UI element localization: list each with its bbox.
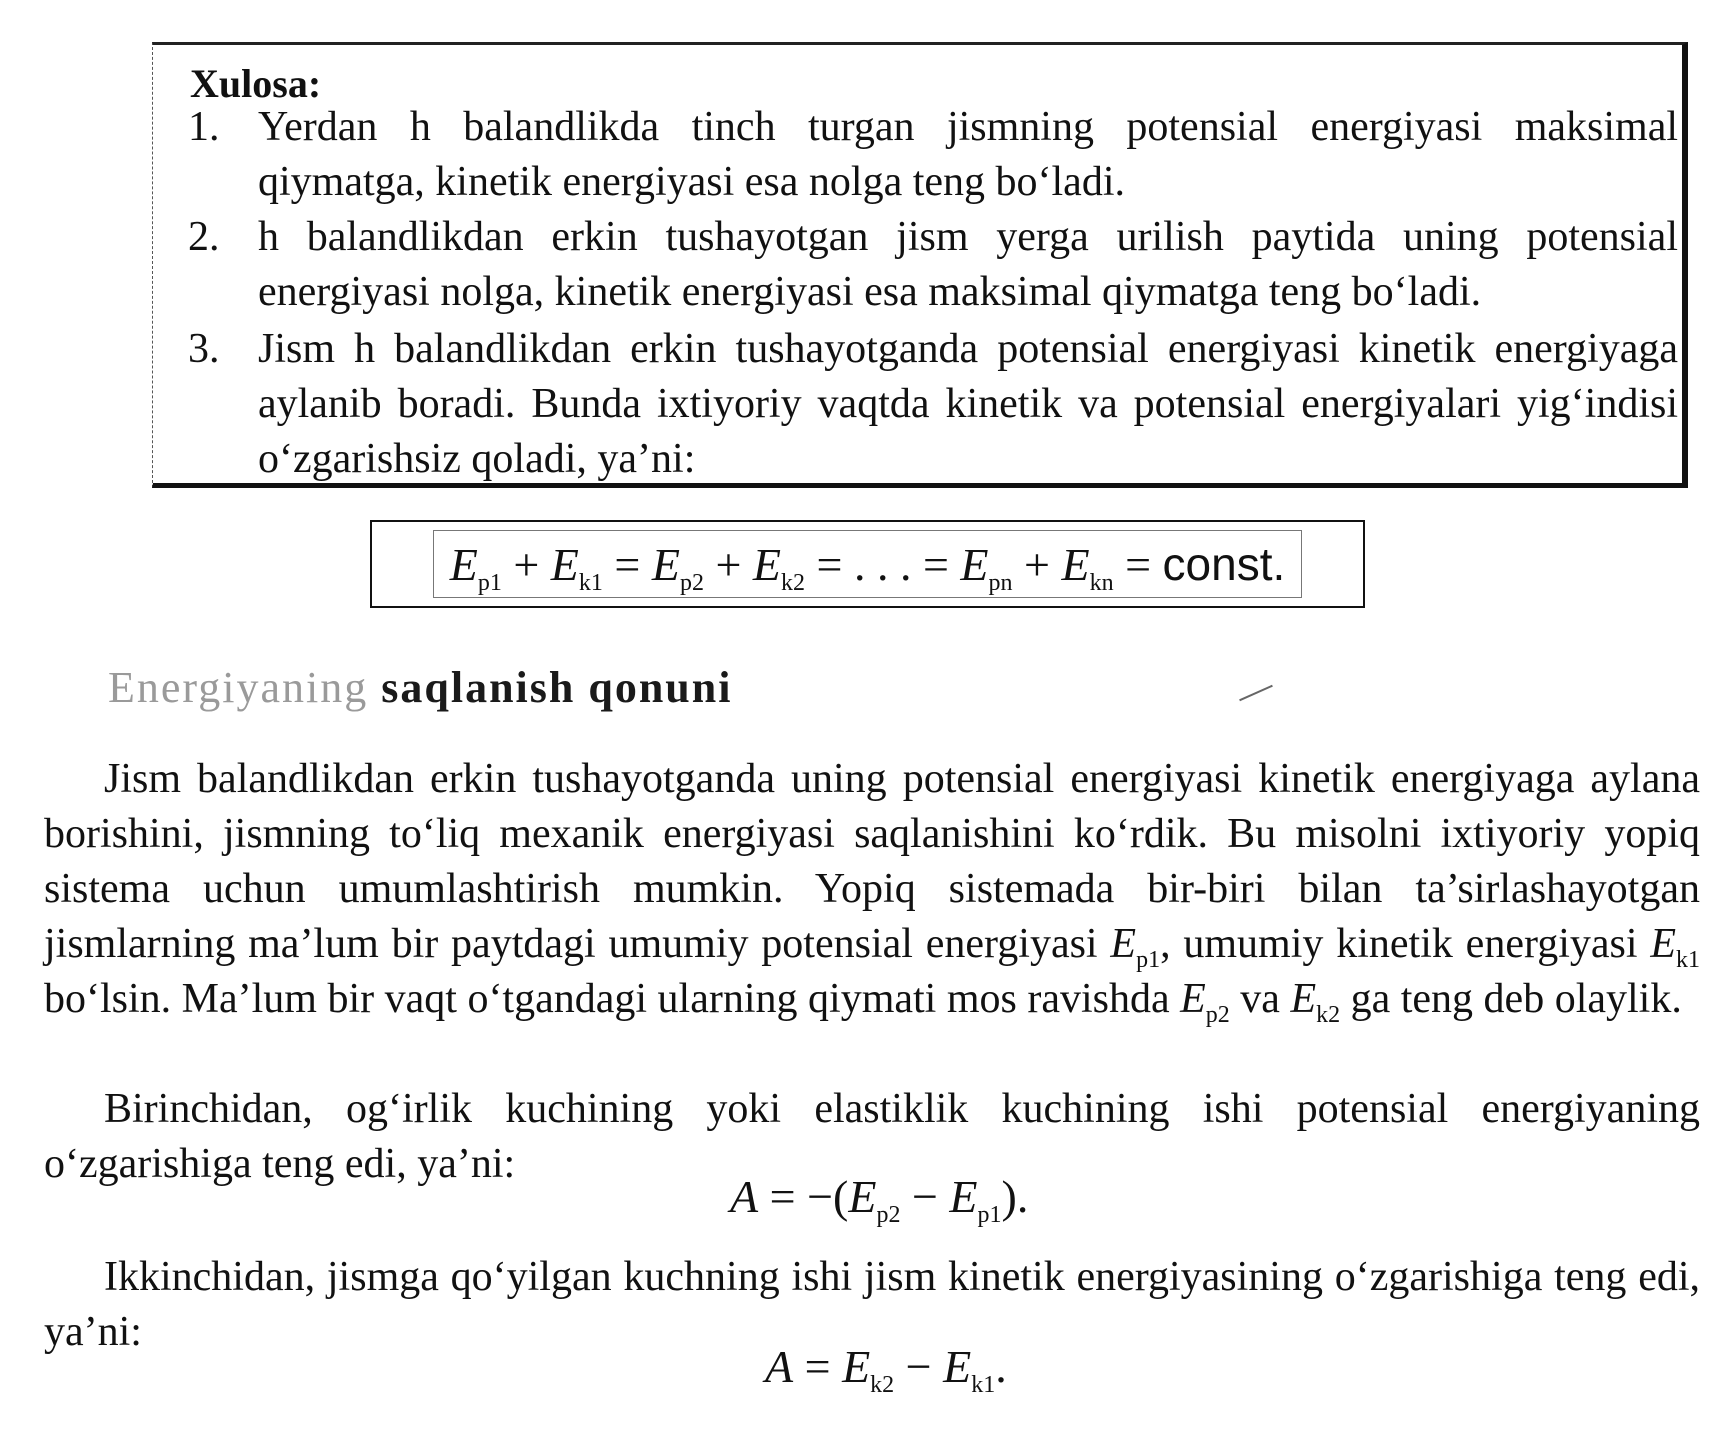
item-number: 2. <box>188 214 220 260</box>
equation-content: $E_{p1} + E_{k1} = E_{p2} + E_{k2}$ = . . . = $E_{pn} + E_{kn}$ = const. <box>440 537 1296 591</box>
formula-kinetic: $A = E_{k2} - E_{k1}$. <box>765 1341 1007 1398</box>
item-text: Yerdan h balandlikda tinch turgan jismning potensial energiyasi maksimal qiymatga, kinetik energiyasi esa nolga teng bo‘ladi. <box>258 104 1678 205</box>
item-number: 1. <box>188 104 220 150</box>
paragraph-3: Ikkinchidan, jismga qo‘yilgan kuchning ishi jism kinetik energiyasining o‘zgarishiga teng edi, ya’ni: <box>44 1254 1700 1355</box>
stray-mark <box>1239 685 1273 701</box>
item-number: 3. <box>188 326 220 372</box>
item-text: Jism h balandlikdan erkin tushayotganda potensial energiyasi kinetik energiyaga aylanib boradi. Bunda ixtiyoriy vaqtda kinetik va potensial energiyalari yig‘indisi o‘zgarishsiz qoladi, ya’ni: <box>258 326 1678 482</box>
formula-potential: $A = -(E_{p2} - E_{p1})$. <box>730 1171 1029 1228</box>
energy-conservation-equation <box>370 520 1365 608</box>
paragraph-2: Birinchidan, og‘irlik kuchining yoki elastiklik kuchining ishi potensial energiyaning o‘zgarishiga teng edi, ya’ni: <box>44 1086 1700 1187</box>
item-text: h balandlikdan erkin tushayotgan jism yerga urilish paytida uning potensial energiyasi nolga, kinetik energiyasi esa maksimal qiymatga teng bo‘ladi. <box>258 214 1678 315</box>
summary-title: Xulosa: <box>190 61 322 106</box>
heading-faded-word: Energiyaning <box>108 663 369 712</box>
heading-text: saqlanish qonuni <box>368 663 733 712</box>
section-heading <box>108 660 732 716</box>
paragraph-1: Jism balandlikdan erkin tushayotganda uning potensial energiyasi kinetik energiyaga aylana borishini, jismning to‘liq mexanik energiyasi saqlanishini ko‘rdik. Bu misolni ixtiyoriy yopiq sistema uchun umumlashtirish mumkin. Yopiq sistemada bir-biri bilan ta’sirlashayotgan jismlarning ma’lum bir paytdagi umumiy potensial energiyasi $E_{p1}$, umumiy kinetik energiyasi $E_{k1}$ bo‘lsin. Ma’lum bir vaqt o‘tgandagi ularning qiymati mos ravishda $E_{p2}$ va $E_{k2}$ ga teng deb olaylik. <box>44 756 1700 1028</box>
